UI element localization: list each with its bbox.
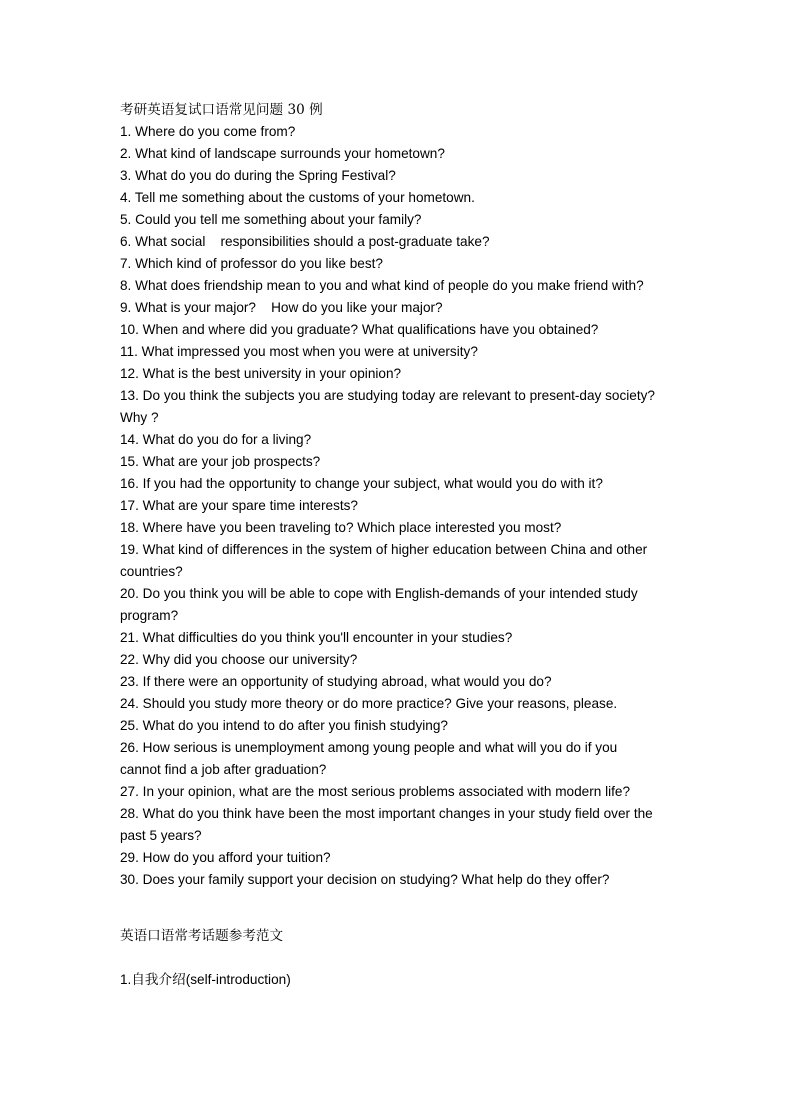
question-line: 11. What impressed you most when you were at university? [120, 344, 478, 359]
question-line: 16. If you had the opportunity to change your subject, what would you do with it? [120, 476, 603, 491]
subsection-heading: 1.自我介绍(self-introduction) [120, 972, 291, 987]
question-line: countries? [120, 564, 183, 579]
question-line: 6. What social responsibilities should a post-graduate take? [120, 234, 490, 249]
question-line: 13. Do you think the subjects you are studying today are relevant to present-day society? [120, 388, 655, 403]
question-line: 1. Where do you come from? [120, 124, 296, 139]
question-line: 2. What kind of landscape surrounds your hometown? [120, 146, 445, 161]
question-line: 26. How serious is unemployment among young people and what will you do if you [120, 740, 618, 755]
question-line: 29. How do you afford your tuition? [120, 850, 331, 865]
question-line: 27. In your opinion, what are the most serious problems associated with modern life? [120, 784, 631, 799]
question-line: 10. When and where did you graduate? What qualifications have you obtained? [120, 322, 599, 337]
question-line: 25. What do you intend to do after you finish studying? [120, 718, 448, 733]
question-line: 28. What do you think have been the most important changes in your study field over the [120, 806, 653, 821]
document-content [120, 99, 680, 991]
question-line: 22. Why did you choose our university? [120, 652, 358, 667]
question-line: 18. Where have you been traveling to? Which place interested you most? [120, 520, 562, 535]
question-line: 5. Could you tell me something about your family? [120, 212, 422, 227]
spacer [120, 947, 680, 969]
question-line: program? [120, 608, 179, 623]
question-line: 24. Should you study more theory or do more practice? Give your reasons, please. [120, 696, 618, 711]
question-line: cannot find a job after graduation? [120, 762, 327, 777]
question-line: 19. What kind of differences in the system of higher education between China and other [120, 542, 648, 557]
question-line: 30. Does your family support your decision on studying? What help do they offer? [120, 872, 610, 887]
question-line: 9. What is your major? How do you like your major? [120, 300, 443, 315]
question-line: 21. What difficulties do you think you'll encounter in your studies? [120, 630, 513, 645]
question-list [120, 121, 680, 891]
question-line: 12. What is the best university in your opinion? [120, 366, 402, 381]
spacer [120, 891, 680, 925]
question-line: 23. If there were an opportunity of studying abroad, what would you do? [120, 674, 552, 689]
question-line: 3. What do you do during the Spring Festival? [120, 168, 396, 183]
section-heading: 英语口语常考话题参考范文 [120, 928, 284, 944]
question-line: Why ? [120, 410, 159, 425]
question-line: 7. Which kind of professor do you like best? [120, 256, 383, 271]
question-line: 15. What are your job prospects? [120, 454, 321, 469]
question-line: past 5 years? [120, 828, 202, 843]
question-line: 4. Tell me something about the customs of your hometown. [120, 190, 475, 205]
document-title: 考研英语复试口语常见问题 30 例 [120, 102, 323, 118]
question-line: 14. What do you do for a living? [120, 432, 312, 447]
question-line: 17. What are your spare time interests? [120, 498, 358, 513]
question-line: 20. Do you think you will be able to cope with English-demands of your intended study [120, 586, 638, 601]
question-line: 8. What does friendship mean to you and what kind of people do you make friend with? [120, 278, 644, 293]
